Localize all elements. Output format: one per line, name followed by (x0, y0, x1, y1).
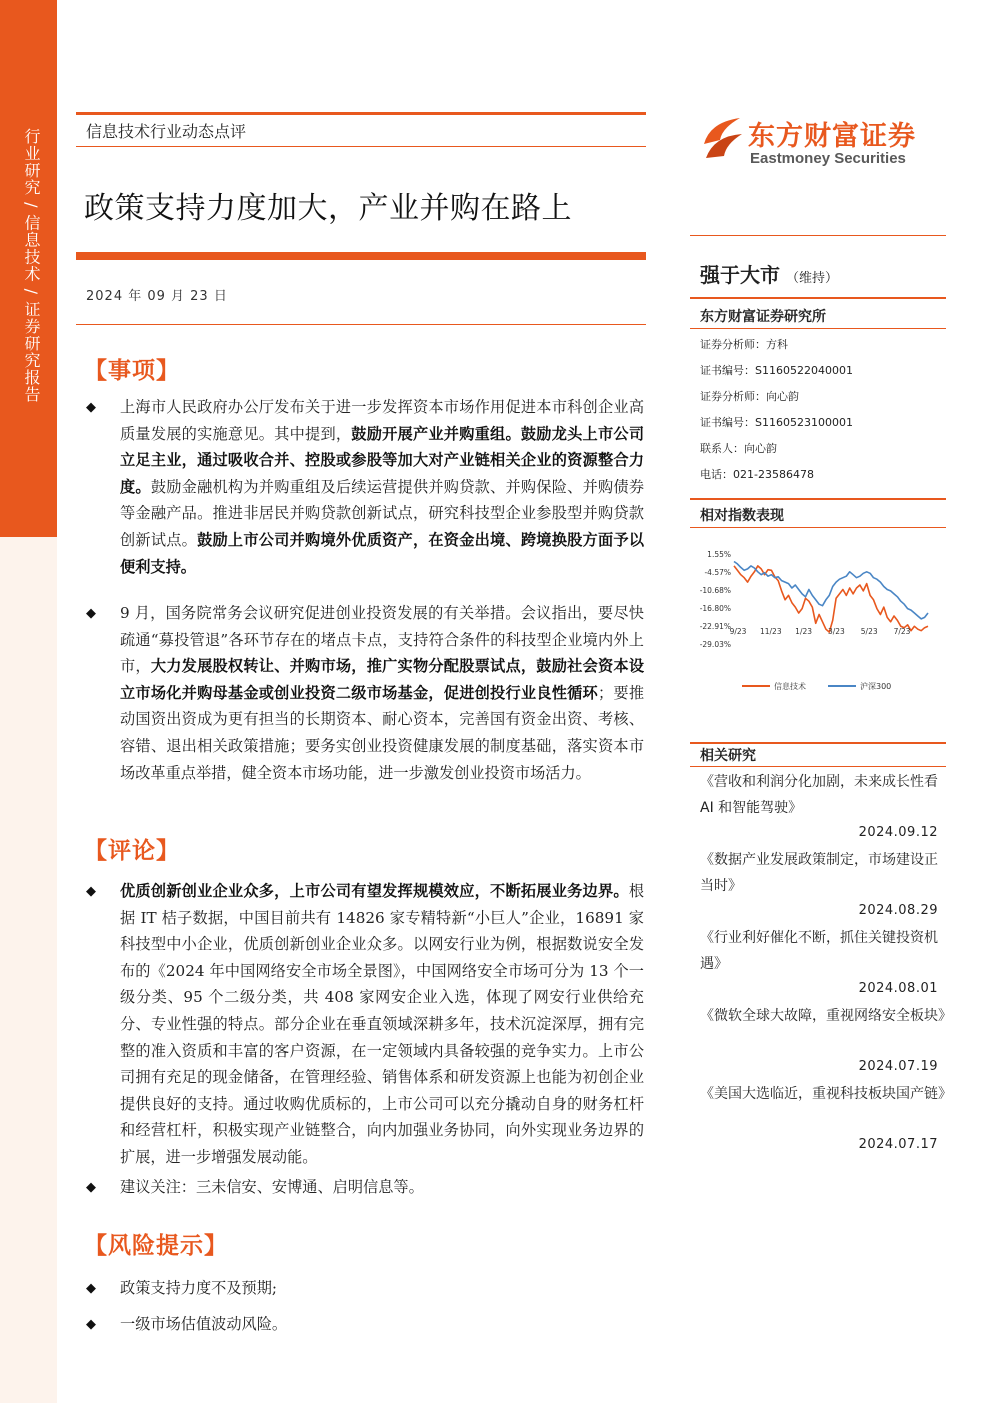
chart-heading: 相对指数表现 (700, 508, 784, 524)
risk-item-1: 政策支持力度不及预期; (120, 1279, 277, 1297)
related-heading: 相关研究 (700, 748, 756, 764)
rating-value: 强于大市 (700, 263, 780, 287)
report-type: 信息技术行业动态点评 (86, 122, 247, 141)
y-tick-label: -4.57% (704, 568, 731, 578)
related-report-date: 2024.07.19 (858, 1059, 938, 1074)
x-tick-label: 1/23 (795, 627, 813, 636)
institute-rule (690, 328, 946, 329)
page-title: 政策支持力度加大，产业并购在路上 (84, 191, 572, 226)
risk-item-2: 一级市场估值波动风险。 (120, 1315, 288, 1333)
chart-top-rule (690, 498, 946, 500)
section-heading-comments: 【评论】 (84, 837, 180, 864)
section-heading-events: 【事项】 (84, 357, 180, 384)
series-line-2 (734, 562, 928, 619)
bullet-icon: ◆ (86, 400, 96, 415)
event-text-run: ；要推动国资出资成为更有担当的长期资本、耐心资本，完善国有资金出资、考核、容错、退出相关政策措施；要务实创业投资健康发展的制度基础，落实资本市场改革重点举措，健全资本市场功能，进一步激发创业投资市场活力。 (120, 683, 645, 782)
related-report-link[interactable]: 《微软全球大故障，重视网络安全板块》 (700, 1008, 952, 1024)
x-tick-label: 7/23 (893, 627, 911, 636)
company-logo (700, 112, 945, 172)
related-report-date: 2024.07.17 (858, 1137, 938, 1152)
analyst-line: 联系人：向心韵 (700, 442, 777, 455)
institute-name: 东方财富证券研究所 (700, 309, 826, 325)
event-text-run: 9 月，国务院常务会议研究促进创业投资发展的有关举措。会议指出，要尽快疏通“募投管退”各环节存在的堵点卡点，支持符合条件的科技型企业境内外上市， (120, 604, 644, 676)
comment-paragraph-1 (120, 878, 644, 1171)
logo-mark-icon (700, 114, 746, 166)
related-report-date: 2024.08.01 (858, 981, 938, 996)
top-rule (76, 112, 646, 115)
event-text-run: 大力发展股权转让、并购市场，推广实物分配股票试点，鼓励社会资本设立市场化并购母基金或创业投资二级市场基金，促进创投行业良性循环 (120, 657, 645, 702)
logo-text-en: Eastmoney Securities (750, 150, 906, 167)
legend-label: 沪深300 (860, 682, 892, 691)
y-tick-label: -10.68% (699, 585, 731, 595)
bullet-icon: ◆ (86, 884, 96, 899)
related-report-link[interactable]: 《行业利好催化不断，抓住关键投资机遇》 (700, 930, 938, 972)
related-report-date: 2024.09.12 (858, 825, 938, 840)
y-tick-label: -29.03% (699, 640, 731, 649)
x-tick-label: 9/23 (729, 627, 747, 636)
related-report-link[interactable]: 《美国大选临近，重视科技板块国产链》 (700, 1086, 952, 1102)
report-date: 2024 年 09 月 23 日 (86, 289, 228, 304)
y-tick-label: -16.80% (699, 604, 731, 614)
analyst-line: 证券分析师：方科 (700, 338, 788, 351)
bullet-icon: ◆ (86, 606, 96, 621)
rating-bottom-rule (690, 297, 946, 299)
y-tick-label: -22.91% (699, 621, 731, 631)
comment-text-run: 优质创新创业企业众多，上市公司有望发挥规模效应，不断拓展业务边界。 (120, 882, 629, 900)
section-heading-risks: 【风险提示】 (84, 1232, 228, 1259)
related-report-link[interactable]: 《数据产业发展政策制定，市场建设正当时》 (700, 852, 938, 894)
chart-heading-rule (690, 527, 946, 528)
related-report-link[interactable]: 《营收和利润分化加剧，未来成长性看 AI 和智能驾驶》 (700, 774, 938, 816)
relative-index-chart (694, 540, 946, 700)
analyst-line: 证书编号：S1160522040001 (700, 364, 853, 377)
bullet-icon: ◆ (86, 1281, 96, 1296)
analyst-line: 证券分析师：向心韵 (700, 390, 799, 403)
related-top-rule (690, 742, 946, 744)
x-tick-label: 5/23 (860, 627, 878, 636)
bullet-icon: ◆ (86, 1317, 96, 1332)
event-paragraph-2 (120, 600, 644, 786)
comment-paragraph-2 (120, 1174, 644, 1201)
analyst-line: 电话：021-23586478 (700, 468, 814, 481)
bullet-icon: ◆ (86, 1180, 96, 1195)
event-text-run: 鼓励金融机构为并购重组及后续运营提供并购贷款、并购保险、并购债券等金融产品。推进非居民并购贷款创新试点，研究科技型企业参股型并购贷款创新试点。 (120, 477, 645, 549)
event-text-run: 上海市人民政府办公厅发布关于进一步发挥资本市场作用促进本市科创企业高质量发展的实施意见。其中提到， (120, 398, 644, 443)
x-tick-label: 11/23 (759, 627, 782, 636)
event-text-run: 鼓励上市公司并购境外优质资产，在资金出境、跨境换股方面予以便利支持。 (120, 530, 645, 576)
related-report-date: 2024.08.29 (858, 903, 938, 918)
rating-status: （维持） (786, 271, 839, 286)
rating (700, 259, 838, 288)
event-paragraph-1 (120, 394, 644, 580)
event-text-run: 鼓励开展产业并购重组。鼓励龙头上市公司立足主业，通过吸收合并、控股或参股等加大对产业链相关企业的资源整合力度。 (120, 424, 645, 496)
logo-text-cn: 东方财富证券 (748, 121, 916, 152)
rating-top-rule (690, 235, 946, 236)
date-rule (76, 324, 646, 325)
report-type-underline (76, 146, 646, 147)
comment-text-run: 根据 IT 桔子数据，中国目前共有 14826 家专精特新“小巨人”企业，16891 家科技型中小企业，优质创新创业企业众多。以网安行业为例，根据数说安全发布的《2024 年中国网络安全市场全景图》，中国网络安全市场可分为 13 个一级分类、95 个二级分类，共 408 家网安企业入选，体现了网安行业供给充分、专业性强的特点。部分企业在垂直领域深耕多年，技术沉淀深厚，拥有完整的准入资质和丰富的客户资源，在一定领域内具备较强的竞争实力。上市公司拥有充足的现金储备，在管理经验、销售体系和研发资源上也能为初创企业提供良好的支持。通过收购优质标的，上市公司可以充分撬动自身的财务杠杆和经营杠杆，积极实现产业链整合，向内加强业务协同，向外实现业务边界的扩展，进一步增强发展动能。 (120, 882, 644, 1166)
comment-text-run: 建议关注：三未信安、安博通、启明信息等。 (120, 1178, 424, 1196)
chart-svg (694, 540, 946, 700)
analyst-line: 证书编号：S1160523100001 (700, 416, 853, 429)
title-bar (76, 252, 646, 260)
legend-label: 信息技术 (774, 682, 806, 691)
sidebar-label: 行业研究 / 信息技术 / 证券研究报告 (22, 128, 41, 404)
x-tick-label: 3/23 (827, 627, 845, 636)
y-tick-label: 1.55% (707, 550, 731, 559)
related-heading-rule (690, 766, 946, 767)
